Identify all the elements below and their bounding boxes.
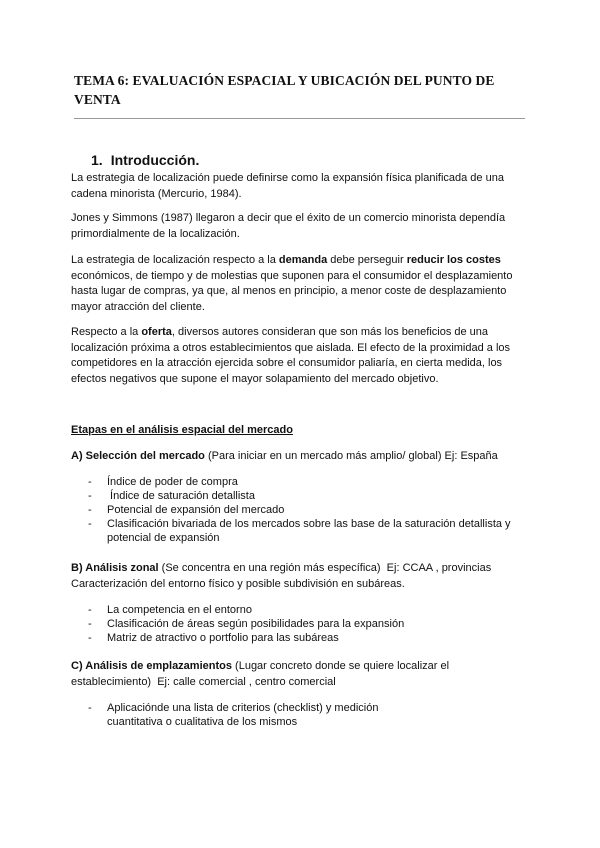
intro-paragraph-4 (71, 325, 531, 387)
stage-b-label: B) Análisis zonal (71, 562, 159, 574)
stage-c-list (88, 701, 528, 729)
text-run: , diversos autores consideran que son más los beneficios de una localización próxima a otros establecimientos que aislada. El efecto de la proximidad a los competidores en la atracción ejercida sobre el consumidor paliaría, en cierta medida, los efectos negativos que supone el mayor solapamiento del mercado objetivo. (71, 326, 511, 385)
section-heading (91, 152, 199, 168)
intro-paragraph-1: La estrategia de localización puede definirse como la expansión física planificada de una cadena minorista (Mercurio, 1984). (71, 172, 504, 200)
list-item: - Matriz de atractivo o portfolio para las subáreas (88, 631, 528, 645)
list-item: - Clasificación bivariada de los mercados sobre las base de la saturación detallista y potencial de expansión (88, 517, 528, 545)
stage-b-description: Caracterización del entorno físico y posible subdivisión en subáreas. (71, 577, 405, 590)
text-run: La estrategia de localización respecto a la (71, 254, 279, 266)
stage-a-list (88, 475, 528, 545)
stage-a-note: (Para iniciar en un mercado más amplio/ global) Ej: España (204, 450, 498, 462)
title-line-1: TEMA 6: EVALUACIÓN ESPACIAL Y UBICACIÓN DEL PUNTO DE (74, 73, 495, 88)
list-item: - La competencia en el entorno (88, 603, 528, 617)
title-divider (74, 118, 525, 119)
text-run: económicos, de tiempo y de molestias que suponen para el consumidor el desplazamiento hasta lugar de compras, ya que, al menos en principio, a menor coste de desplazamiento mayor atracción del cliente. (71, 269, 513, 313)
title-line-2: VENTA (74, 92, 121, 107)
stage-c-label: C) Análisis de emplazamientos (71, 660, 232, 672)
list-item-line: Aplicaciónde una lista de criterios (checklist) y medición (107, 702, 379, 714)
list-item: - Clasificación de áreas según posibilidades para la expansión (88, 617, 528, 631)
list-item: - Índice de saturación detallista (88, 489, 528, 503)
document-title (74, 71, 534, 109)
text-run: Respecto a la (71, 326, 142, 338)
stage-c-heading (71, 659, 531, 690)
list-item (88, 701, 528, 729)
text-run: debe perseguir (327, 254, 407, 266)
stage-b-list (88, 603, 528, 645)
section-number: 1. (91, 152, 103, 168)
list-item: - Índice de poder de compra (88, 475, 528, 489)
etapas-heading (71, 423, 531, 439)
section-label: Introducción. (110, 152, 200, 168)
bold-oferta: oferta (141, 326, 172, 338)
bold-reducir-costes: reducir los costes (406, 254, 501, 266)
intro-paragraph-3 (71, 253, 531, 315)
stage-a-label: A) Selección del mercado (71, 450, 205, 462)
stage-b-heading (71, 561, 531, 592)
etapas-heading-text: Etapas en el análisis espacial del mercado (71, 424, 293, 436)
bold-demanda: demanda (278, 254, 328, 266)
list-item: - Potencial de expansión del mercado (88, 503, 528, 517)
list-item-line: cuantitativa o cualitativa de los mismos (107, 716, 298, 728)
stage-b-note: (Se concentra en una región más específica) Ej: CCAA , provincias (158, 562, 492, 574)
stage-a-heading (71, 449, 531, 465)
intro-paragraph-2: Jones y Simmons (1987) llegaron a decir que el éxito de un comercio minorista dependía primordialmente de la localización. (71, 212, 506, 240)
stage-c-note: (Lugar concreto donde se quiere localizar el establecimiento) Ej: calle comercial , centro comercial (71, 660, 453, 688)
